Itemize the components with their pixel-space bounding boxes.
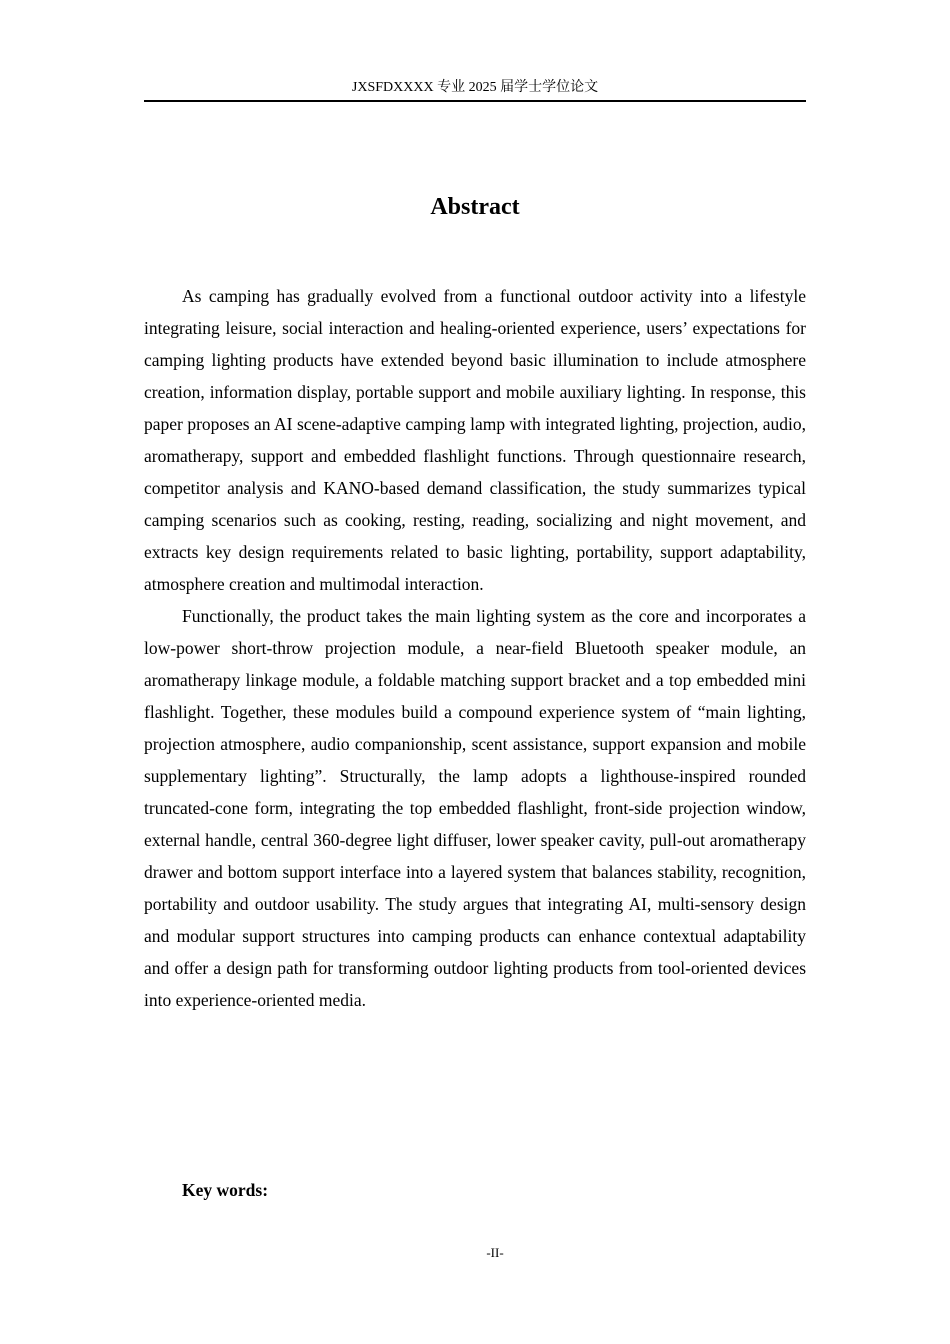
page-number: -II- <box>486 1245 504 1260</box>
keywords-label: Key words: <box>182 1180 269 1200</box>
running-header: JXSFDXXXX 专业 2025 届学士学位论文 <box>351 80 599 95</box>
header-rule <box>144 100 806 102</box>
abstract-paragraph-2: Functionally, the product takes the main lighting system as the core and incorporates a low-power short-throw projection module, a near-field Bluetooth speaker module, an aromatherapy linkage module, a foldable matching support bracket and a top embedded mini flashlight. Together, these modules build a compound experience system of “main lighting, projection atmosphere, audio companionship, scent assistance, support expansion and mobile supplementary lighting”. Structurally, the lamp adopts a lighthouse-inspired rounded truncated-cone form, integrating the top embedded flashlight, front-side projection window, external handle, central 360-degree light diffuser, lower speaker cavity, pull-out aromatherapy drawer and bottom support interface into a layered system that balances stability, recognition, portability and outdoor usability. The study argues that integrating AI, multi-sensory design and modular support structures into camping products can enhance contextual adaptability and offer a design path for transforming outdoor lighting products from tool-oriented devices into experience-oriented media. <box>144 606 806 1010</box>
abstract-paragraph-1: As camping has gradually evolved from a functional outdoor activity into a lifestyle integrating leisure, social interaction and healing-oriented experience, users’ expectations for camping lighting products have extended beyond basic illumination to include atmosphere creation, information display, portable support and mobile auxiliary lighting. In response, this paper proposes an AI scene-adaptive camping lamp with integrated lighting, projection, audio, aromatherapy, support and embedded flashlight functions. Through questionnaire research, competitor analysis and KANO-based demand classification, the study summarizes typical camping scenarios such as cooking, resting, reading, socializing and night movement, and extracts key design requirements related to basic lighting, portability, support adaptability, atmosphere creation and multimodal interaction. <box>144 286 806 594</box>
abstract-title: Abstract <box>430 194 520 220</box>
abstract-body <box>144 280 806 1016</box>
